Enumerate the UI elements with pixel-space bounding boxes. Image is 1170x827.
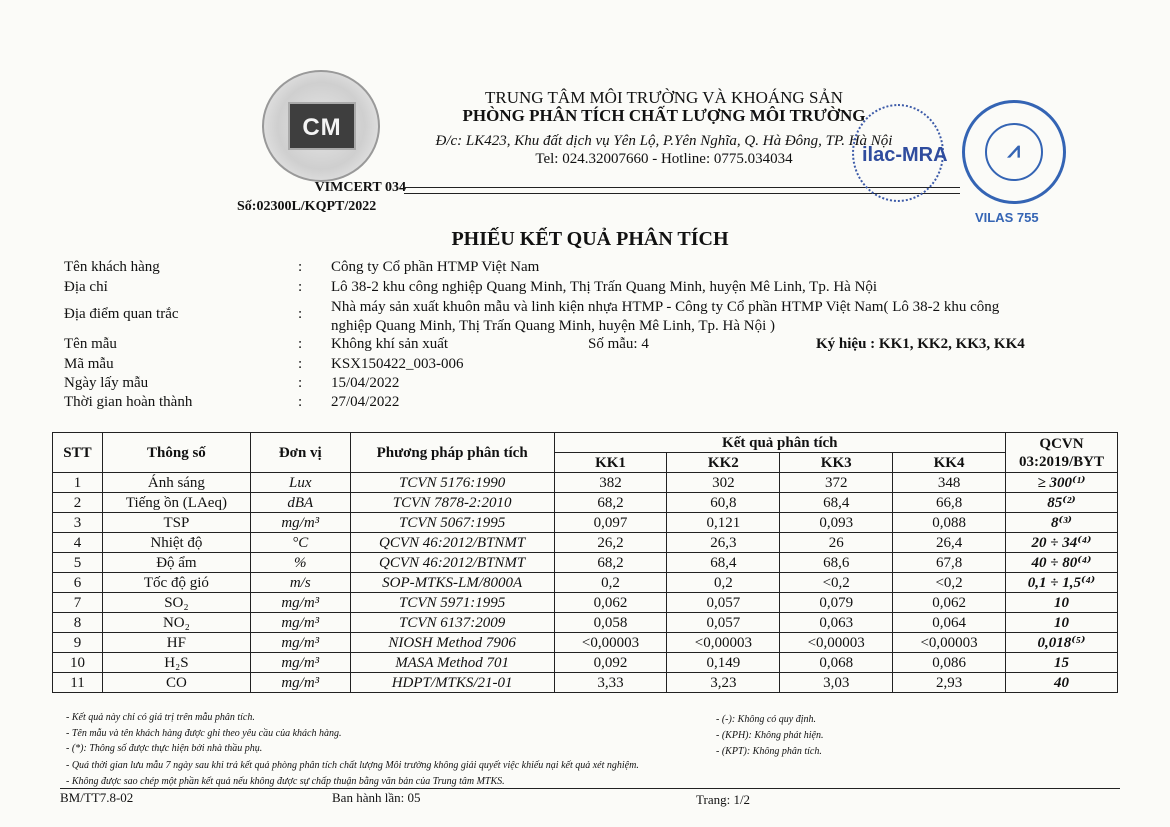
vimcert-code: VIMCERT 034: [314, 180, 406, 195]
col-header-kk2: KK2: [667, 453, 780, 473]
row-kk1: <0,00003: [554, 633, 667, 653]
row-kk3: <0,00003: [780, 633, 893, 653]
row-kk4: 2,93: [893, 673, 1006, 693]
row-method: TCVN 5176:1990: [350, 473, 554, 493]
row-kk1: 26,2: [554, 533, 667, 553]
col-header-qcvn: [1006, 433, 1118, 473]
row-kk3: 372: [780, 473, 893, 493]
row-unit: dBA: [250, 493, 350, 513]
table-row: [53, 633, 1118, 653]
sample-name-value: Không khí sản xuất: [331, 336, 449, 352]
row-qcvn-limit: 10: [1006, 613, 1118, 633]
sample-code-label: Mã mẫu: [64, 356, 114, 372]
sample-name-label: Tên mẫu: [64, 336, 117, 352]
lab-phone: Tel: 024.32007660 - Hotline: 0775.034034: [535, 151, 793, 167]
row-kk2: 0,121: [667, 513, 780, 533]
sample-code-value: KSX150422_003-006: [331, 356, 464, 372]
footer-divider: [60, 788, 1120, 789]
row-kk4: 26,4: [893, 533, 1006, 553]
table-row: [53, 553, 1118, 573]
table-row: [53, 673, 1118, 693]
row-qcvn-limit: 8⁽³⁾: [1006, 513, 1118, 533]
row-qcvn-limit: 20 ÷ 34⁽⁴⁾: [1006, 533, 1118, 553]
center-logo: [262, 70, 380, 182]
row-unit: mg/m³: [250, 613, 350, 633]
row-stt: 1: [53, 473, 103, 493]
row-kk2: 68,4: [667, 553, 780, 573]
col-header-unit: Đơn vị: [250, 433, 350, 473]
col-header-stt: STT: [53, 433, 103, 473]
row-param: Ánh sáng: [102, 473, 250, 493]
row-kk3: 26: [780, 533, 893, 553]
row-qcvn-limit: 15: [1006, 653, 1118, 673]
ilac-mra-text: ilac-MRA: [862, 144, 948, 166]
table-row: [53, 593, 1118, 613]
row-kk4: 0,064: [893, 613, 1006, 633]
row-kk2: 0,057: [667, 593, 780, 613]
row-kk3: 0,093: [780, 513, 893, 533]
sampling-date-label: Ngày lấy mẫu: [64, 375, 149, 391]
row-unit: mg/m³: [250, 633, 350, 653]
row-param: NO₂: [102, 613, 250, 633]
row-unit: mg/m³: [250, 513, 350, 533]
row-qcvn-limit: 40: [1006, 673, 1118, 693]
row-stt: 5: [53, 553, 103, 573]
col-header-kk1: KK1: [554, 453, 667, 473]
row-kk3: 0,063: [780, 613, 893, 633]
vilas-label: VILAS 755: [975, 210, 1039, 225]
seal-inner-ring: [985, 123, 1043, 181]
row-param: TSP: [102, 513, 250, 533]
row-kk4: <0,00003: [893, 633, 1006, 653]
row-kk2: 302: [667, 473, 780, 493]
lab-address: Đ/c: LK423, Khu đất dịch vụ Yên Lộ, P.Yên Nghĩa, Q. Hà Đông, TP. Hà Nội: [435, 133, 893, 149]
row-kk2: 0,2: [667, 573, 780, 593]
row-kk2: 60,8: [667, 493, 780, 513]
row-param: Tốc độ gió: [102, 573, 250, 593]
legend-not-regulated: - (-): Không có quy định.: [716, 714, 816, 725]
row-stt: 9: [53, 633, 103, 653]
form-code: BM/TT7.8-02: [60, 790, 134, 805]
colon: :: [298, 356, 303, 372]
row-kk2: 0,057: [667, 613, 780, 633]
row-kk1: 382: [554, 473, 667, 493]
organization-name: TRUNG TÂM MÔI TRƯỜNG VÀ KHOÁNG SẢN: [485, 88, 843, 107]
site-value-line2: nghiệp Quang Minh, Thị Trấn Quang Minh, huyện Mê Linh, Tp. Hà Nội ): [331, 318, 776, 334]
row-stt: 4: [53, 533, 103, 553]
certificate-number: Số:02300L/KQPT/2022: [237, 199, 377, 214]
page-title: PHIẾU KẾT QUẢ PHÂN TÍCH: [451, 228, 729, 250]
row-stt: 2: [53, 493, 103, 513]
col-header-param: Thông số: [102, 433, 250, 473]
row-kk1: 68,2: [554, 493, 667, 513]
seal-symbol-icon: ⩘: [1007, 137, 1021, 162]
row-method: NIOSH Method 7906: [350, 633, 554, 653]
row-unit: m/s: [250, 573, 350, 593]
table-row: [53, 573, 1118, 593]
colon: :: [298, 375, 303, 391]
row-stt: 3: [53, 513, 103, 533]
row-kk3: 0,079: [780, 593, 893, 613]
row-stt: 8: [53, 613, 103, 633]
colon: :: [298, 306, 303, 322]
cm-logo-mark: CM: [288, 102, 356, 150]
row-param: Nhiệt độ: [102, 533, 250, 553]
table-row: [53, 613, 1118, 633]
customer-value: Công ty Cổ phần HTMP Việt Nam: [331, 259, 540, 275]
row-param: Độ ẩm: [102, 553, 250, 573]
page-number: Trang: 1/2: [696, 792, 751, 807]
row-unit: °C: [250, 533, 350, 553]
sampling-date-value: 15/04/2022: [331, 375, 400, 391]
row-kk1: 0,2: [554, 573, 667, 593]
row-method: MASA Method 701: [350, 653, 554, 673]
row-unit: mg/m³: [250, 653, 350, 673]
completion-value: 27/04/2022: [331, 394, 400, 410]
row-kk4: 0,088: [893, 513, 1006, 533]
row-kk3: 3,03: [780, 673, 893, 693]
colon: :: [298, 279, 303, 295]
vilas-accreditation-seal: [962, 100, 1066, 204]
row-kk3: 0,068: [780, 653, 893, 673]
customer-label: Tên khách hàng: [64, 259, 160, 275]
row-qcvn-limit: 40 ÷ 80⁽⁴⁾: [1006, 553, 1118, 573]
row-kk2: <0,00003: [667, 633, 780, 653]
note-4: - Quá thời gian lưu mẫu 7 ngày sau khi trả kết quả phòng phân tích chất lượng Môi trường không giải quyết việc khiếu nại kết quả xét nghiệm.: [66, 760, 639, 771]
table-row: [53, 513, 1118, 533]
address-value: Lô 38-2 khu công nghiệp Quang Minh, Thị Trấn Quang Minh, huyện Mê Linh, Tp. Hà Nội: [331, 279, 878, 295]
row-kk1: 3,33: [554, 673, 667, 693]
legend-not-analyzed: - (KPT): Không phân tích.: [716, 746, 822, 757]
results-table: [52, 432, 1118, 693]
row-qcvn-limit: 0,018⁽⁵⁾: [1006, 633, 1118, 653]
note-3: - (*): Thông số được thực hiện bởi nhà thầu phụ.: [66, 743, 263, 754]
row-method: HDPT/MTKS/21-01: [350, 673, 554, 693]
row-unit: Lux: [250, 473, 350, 493]
row-kk3: 68,4: [780, 493, 893, 513]
row-kk1: 0,097: [554, 513, 667, 533]
row-method: QCVN 46:2012/BTNMT: [350, 553, 554, 573]
col-header-kk3: KK3: [780, 453, 893, 473]
completion-label: Thời gian hoàn thành: [64, 394, 193, 410]
sample-symbols: Ký hiệu : KK1, KK2, KK3, KK4: [816, 336, 1025, 352]
row-kk4: 0,086: [893, 653, 1006, 673]
row-kk4: 67,8: [893, 553, 1006, 573]
row-method: TCVN 5067:1995: [350, 513, 554, 533]
sample-count: Số mẫu: 4: [588, 336, 649, 352]
colon: :: [298, 259, 303, 275]
row-kk1: 0,092: [554, 653, 667, 673]
table-row: [53, 493, 1118, 513]
row-qcvn-limit: 0,1 ÷ 1,5⁽⁴⁾: [1006, 573, 1118, 593]
table-row: [53, 533, 1118, 553]
table-row: [53, 653, 1118, 673]
row-kk2: 0,149: [667, 653, 780, 673]
row-kk2: 26,3: [667, 533, 780, 553]
row-param: HF: [102, 633, 250, 653]
row-param: CO: [102, 673, 250, 693]
row-param: H₂S: [102, 653, 250, 673]
row-stt: 6: [53, 573, 103, 593]
row-kk3: 68,6: [780, 553, 893, 573]
col-header-kk4: KK4: [893, 453, 1006, 473]
row-method: TCVN 5971:1995: [350, 593, 554, 613]
row-method: SOP-MTKS-LM/8000A: [350, 573, 554, 593]
note-1: - Kết quả này chỉ có giá trị trên mẫu phân tích.: [66, 712, 255, 723]
note-5: - Không được sao chép một phần kết quả nếu không được sự chấp thuận bằng văn bản của Trung tâm MTKS.: [66, 776, 505, 787]
row-param: Tiếng ồn (LAeq): [102, 493, 250, 513]
row-kk3: <0,2: [780, 573, 893, 593]
qcvn-code: 03:2019/BYT: [1018, 453, 1104, 470]
row-kk1: 68,2: [554, 553, 667, 573]
row-qcvn-limit: 85⁽²⁾: [1006, 493, 1118, 513]
row-kk4: 66,8: [893, 493, 1006, 513]
colon: :: [298, 394, 303, 410]
row-unit: mg/m³: [250, 593, 350, 613]
note-2: - Tên mẫu và tên khách hàng được ghi theo yêu cầu của khách hàng.: [66, 728, 342, 739]
row-method: TCVN 7878-2:2010: [350, 493, 554, 513]
table-header-row: [53, 433, 1118, 453]
col-header-results: Kết quả phân tích: [554, 433, 1005, 453]
site-value-line1: Nhà máy sản xuất khuôn mẫu và linh kiện nhựa HTMP - Công ty Cổ phần HTMP Việt Nam( Lô 38-2 khu công: [331, 299, 1000, 315]
row-stt: 10: [53, 653, 103, 673]
row-kk4: 0,062: [893, 593, 1006, 613]
legend-not-detected: - (KPH): Không phát hiện.: [716, 730, 824, 741]
row-kk1: 0,062: [554, 593, 667, 613]
row-stt: 11: [53, 673, 103, 693]
lab-name: PHÒNG PHÂN TÍCH CHẤT LƯỢNG MÔI TRƯỜNG: [462, 106, 866, 125]
row-method: TCVN 6137:2009: [350, 613, 554, 633]
row-method: QCVN 46:2012/BTNMT: [350, 533, 554, 553]
row-kk4: 348: [893, 473, 1006, 493]
row-kk2: 3,23: [667, 673, 780, 693]
col-header-method: Phương pháp phân tích: [350, 433, 554, 473]
site-label: Địa điểm quan trắc: [64, 306, 179, 322]
row-qcvn-limit: 10: [1006, 593, 1118, 613]
qcvn-label: QCVN: [1039, 435, 1084, 452]
colon: :: [298, 336, 303, 352]
ilac-mra-logo: [852, 104, 948, 202]
row-unit: mg/m³: [250, 673, 350, 693]
table-row: [53, 473, 1118, 493]
row-unit: %: [250, 553, 350, 573]
row-qcvn-limit: ≥ 300⁽¹⁾: [1006, 473, 1118, 493]
issue-number: Ban hành lần: 05: [332, 790, 421, 805]
row-kk4: <0,2: [893, 573, 1006, 593]
row-kk1: 0,058: [554, 613, 667, 633]
row-param: SO₂: [102, 593, 250, 613]
row-stt: 7: [53, 593, 103, 613]
address-label: Địa chỉ: [64, 279, 108, 295]
